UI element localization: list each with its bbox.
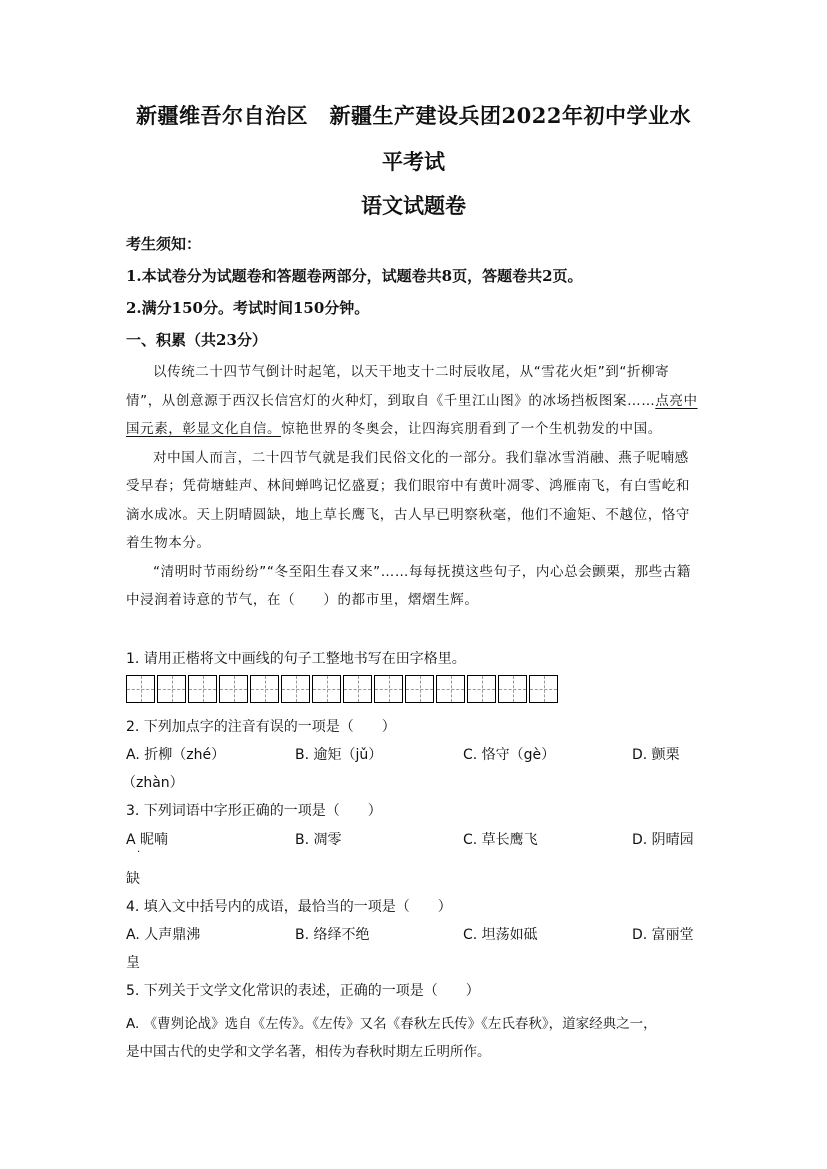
- writing-grid[interactable]: [126, 675, 560, 703]
- question-1: 1. 请用正楷将文中画线的句子工整地书写在田字格里。: [126, 651, 466, 667]
- passage-p1-text: 以传统二十四节气倒计时起笔，以天干地支十二时辰收尾，从“雪花火炬”到“折柳寄情”，从创意源于西汉长信宫灯的火种灯，到取自《千里江山图》的冰场挡板图案……: [126, 364, 670, 409]
- q2-option-a[interactable]: A. 折柳（zhé）: [126, 747, 226, 763]
- notice-item-1: 1.本试卷分为试题卷和答题卷两部分，试题卷共8页，答题卷共2页。: [126, 267, 583, 285]
- grid-cell[interactable]: [188, 675, 217, 703]
- q5-option-a[interactable]: A. 《曹刿论战》选自《左传》。《左传》又名《春秋左氏传》《左氏春秋》，道家经典之一，: [126, 1016, 657, 1032]
- emphasis-dot: ·: [137, 847, 141, 858]
- notice-heading: 考生须知：: [126, 235, 202, 253]
- q3-option-a[interactable]: A 昵喃: [126, 832, 169, 848]
- underlined-sentence: 点亮中国元素，彰显文化自信。: [126, 392, 698, 437]
- grid-cell[interactable]: [312, 675, 341, 703]
- q3-option-b[interactable]: B. 凋零: [295, 832, 342, 848]
- passage-p1-tail: 惊艳世界的冬奥会，让四海宾朋看到了一个生机勃发的中国。: [281, 421, 662, 437]
- q3-option-d-continued: 缺: [126, 871, 140, 887]
- q4-option-d[interactable]: D. 富丽堂: [632, 927, 694, 943]
- passage-paragraph-3: “清明时节雨纷纷”“冬至阳生春又来”……每每抚摸这些句子，内心总会颤栗，那些古籍中浸润着诗意的节气，在（ ）的都市里，熠熠生辉。: [126, 563, 691, 608]
- grid-cell[interactable]: [436, 675, 465, 703]
- grid-cell[interactable]: [498, 675, 527, 703]
- q3-option-d[interactable]: D. 阴晴园: [632, 832, 694, 848]
- section-1-heading: 一、积累（共23分）: [126, 331, 267, 349]
- question-5: 5. 下列关于文学文化常识的表述，正确的一项是（ ）: [126, 983, 480, 999]
- q2-option-d[interactable]: D. 颤栗: [632, 747, 680, 763]
- q5-option-a-continued: 是中国古代的史学和文学名著，相传为春秋时期左丘明所作。: [126, 1044, 491, 1060]
- grid-cell[interactable]: [343, 675, 372, 703]
- passage-paragraph-1: [126, 358, 701, 444]
- q2-option-b[interactable]: B. 逾矩（jǔ）: [295, 747, 383, 763]
- reading-passage: [126, 358, 701, 615]
- q4-option-a[interactable]: A. 人声鼎沸: [126, 927, 201, 943]
- question-3: 3. 下列词语中字形正确的一项是（ ）: [126, 803, 382, 819]
- grid-cell[interactable]: [157, 675, 186, 703]
- exam-title-line2: 平考试: [382, 149, 445, 174]
- exam-subtitle: 语文试题卷: [361, 193, 466, 218]
- q2-option-d-continued: （zhàn）: [122, 775, 184, 791]
- q4-option-c[interactable]: C. 坦荡如砥: [463, 927, 538, 943]
- grid-cell[interactable]: [467, 675, 496, 703]
- grid-cell[interactable]: [405, 675, 434, 703]
- q4-option-d-continued: 皇: [126, 955, 140, 971]
- question-2: 2. 下列加点字的注音有误的一项是（ ）: [126, 719, 396, 735]
- notice-item-2: 2.满分150分。考试时间150分钟。: [126, 299, 370, 317]
- grid-cell[interactable]: [529, 675, 558, 703]
- q4-option-b[interactable]: B. 络绎不绝: [295, 927, 370, 943]
- passage-paragraph-2: 对中国人而言，二十四节气就是我们民俗文化的一部分。我们靠冰雪消融、燕子呢喃感受早春；凭荷塘蛙声、林间蝉鸣记忆盛夏；我们眼帘中有黄叶凋零、鸿雁南飞，有白雪屹和滴水成冰。天上阴晴圆缺，地上草长鹰飞，古人早已明察秋毫，他们不逾矩、不越位，恪守着生物本分。: [126, 449, 690, 551]
- grid-cell[interactable]: [126, 675, 155, 703]
- grid-cell[interactable]: [219, 675, 248, 703]
- q2-option-c[interactable]: C. 恪守（gè）: [463, 747, 556, 763]
- grid-cell[interactable]: [281, 675, 310, 703]
- q3-option-c[interactable]: C. 草长鹰飞: [463, 832, 538, 848]
- question-4: 4. 填入文中括号内的成语，最恰当的一项是（ ）: [126, 899, 452, 915]
- grid-cell[interactable]: [374, 675, 403, 703]
- grid-cell[interactable]: [250, 675, 279, 703]
- exam-title-line1: 新疆维吾尔自治区 新疆生产建设兵团2022年初中学业水: [136, 103, 691, 128]
